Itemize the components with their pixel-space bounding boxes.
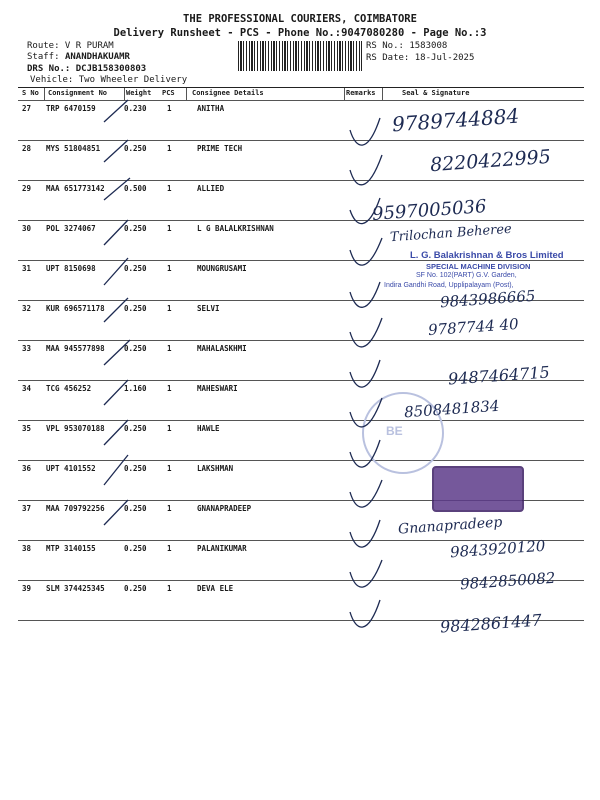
row-consignment: MAA 709792256 [46, 504, 105, 513]
row-weight: 0.500 [124, 184, 147, 193]
row-pcs: 1 [167, 584, 172, 593]
signature-29: 9597005036 [371, 196, 488, 225]
faded-round-stamp: BE [362, 392, 444, 474]
signature-34: 8508481834 [403, 396, 500, 422]
row-pcs: 1 [167, 384, 172, 393]
table-header-rule [18, 100, 584, 101]
company-stamp-line3: SF No. 102(PART) G.V. Garden, [416, 272, 517, 279]
row-consignment: MTP 3140155 [46, 544, 96, 553]
signature-27: 9789744884 [391, 103, 520, 137]
row-weight: 0.250 [124, 344, 147, 353]
row-rule [18, 460, 584, 461]
signature-39: 9842861447 [439, 610, 543, 637]
row-pcs: 1 [167, 104, 172, 113]
row-sno: 31 [22, 264, 32, 273]
signature-28: 8220422995 [429, 145, 552, 177]
row-weight: 0.250 [124, 144, 147, 153]
table-row [0, 424, 600, 462]
row-weight: 0.250 [124, 464, 147, 473]
table-top-rule [18, 87, 584, 88]
company-stamp-line1: L. G. Balakrishnan & Bros Limited [410, 250, 564, 261]
row-rule [18, 340, 584, 341]
row-consignment: SLM 374425345 [46, 584, 105, 593]
row-weight: 0.250 [124, 224, 147, 233]
row-consignee: MAHALASKHMI [197, 344, 247, 353]
row-consignee: DEVA ELE [197, 584, 234, 593]
row-sno: 36 [22, 464, 32, 473]
row-consignment: KUR 696571178 [46, 304, 105, 313]
row-consignment: TCG 456252 [46, 384, 92, 393]
row-consignment: UPT 8150698 [46, 264, 96, 273]
signature-37-name: Gnanapradeep [397, 514, 503, 538]
signature-37-phone: 9843920120 [449, 536, 546, 562]
row-consignee: HAWLE [197, 424, 220, 433]
row-consignee: GNANAPRADEEP [197, 504, 252, 513]
row-consignee: MAHESWARI [197, 384, 238, 393]
row-consignment: TRP 6470159 [46, 104, 96, 113]
row-consignment: UPT 4101552 [46, 464, 96, 473]
row-pcs: 1 [167, 264, 172, 273]
row-pcs: 1 [167, 184, 172, 193]
row-pcs: 1 [167, 504, 172, 513]
runsheet-subtitle: Delivery Runsheet - PCS - Phone No.:9047080280 - Page No.:3 [113, 27, 487, 39]
rs-date: RS Date: 18-Jul-2025 [366, 53, 475, 63]
row-pcs: 1 [167, 544, 172, 553]
signature-33: 9487464715 [447, 362, 551, 389]
signature-32: 9787744 40 [427, 314, 520, 340]
row-rule [18, 420, 584, 421]
col-consignment: Consignment No [48, 89, 108, 97]
signature-31: 9843986665 [439, 286, 536, 312]
row-pcs: 1 [167, 464, 172, 473]
row-consignee: LAKSHMAN [197, 464, 234, 473]
row-weight: 1.160 [124, 384, 147, 393]
row-weight: 0.250 [124, 504, 147, 513]
row-sno: 38 [22, 544, 32, 553]
row-consignee: ALLIED [197, 184, 225, 193]
row-rule [18, 140, 584, 141]
row-sno: 35 [22, 424, 32, 433]
row-pcs: 1 [167, 424, 172, 433]
row-pcs: 1 [167, 304, 172, 313]
drs-number: DRS No.: DCJB158300803 [27, 64, 147, 74]
vehicle: Vehicle: Two Wheeler Delivery [30, 75, 188, 85]
col-consignee: Consignee Details [192, 89, 264, 97]
company-stamp-line4: Indira Gandhi Road, Upplipalayam (Post), [384, 282, 514, 289]
row-consignment: VPL 953070188 [46, 424, 105, 433]
row-pcs: 1 [167, 224, 172, 233]
table-row [0, 184, 600, 222]
row-consignee: PRIME TECH [197, 144, 243, 153]
row-sno: 33 [22, 344, 32, 353]
row-weight: 0.250 [124, 304, 147, 313]
signature-38: 9842850082 [459, 568, 556, 594]
row-consignment: MAA 651773142 [46, 184, 105, 193]
col-weight: Weight [126, 89, 152, 97]
purple-seal [432, 466, 524, 512]
row-consignee: PALANIKUMAR [197, 544, 247, 553]
row-consignment: POL 3274067 [46, 224, 96, 233]
company-stamp-line2: SPECIAL MACHINE DIVISION [426, 262, 531, 271]
company-title: THE PROFESSIONAL COURIERS, COIMBATORE [183, 13, 417, 25]
col-seal-signature: Seal & Signature [402, 89, 470, 97]
col-pcs: PCS [162, 89, 175, 97]
row-rule [18, 220, 584, 221]
row-weight: 0.250 [124, 584, 147, 593]
rs-number: RS No.: 1583008 [366, 41, 448, 51]
row-rule [18, 180, 584, 181]
row-consignee: MOUNGRUSAMI [197, 264, 247, 273]
row-weight: 0.250 [124, 544, 147, 553]
col-sno: S No [22, 89, 39, 97]
table-row [0, 384, 600, 422]
col-remarks: Remarks [346, 89, 376, 97]
row-pcs: 1 [167, 144, 172, 153]
signature-30: Trilochan Beheree [389, 221, 513, 246]
row-sno: 39 [22, 584, 32, 593]
row-sno: 34 [22, 384, 32, 393]
row-consignee: ANITHA [197, 104, 225, 113]
row-consignee: SELVI [197, 304, 220, 313]
row-sno: 30 [22, 224, 32, 233]
row-sno: 28 [22, 144, 32, 153]
row-sno: 29 [22, 184, 32, 193]
route: Route: V R PURAM [27, 41, 114, 51]
staff: Staff: ANANDHAKUAMR [27, 52, 130, 62]
barcode [238, 41, 362, 71]
row-weight: 0.230 [124, 104, 147, 113]
row-sno: 27 [22, 104, 32, 113]
row-weight: 0.250 [124, 424, 147, 433]
row-consignee: L G BALALKRISHNAN [197, 224, 274, 233]
row-consignment: MYS 51804851 [46, 144, 101, 153]
row-consignment: MAA 945577898 [46, 344, 105, 353]
row-sno: 37 [22, 504, 32, 513]
row-weight: 0.250 [124, 264, 147, 273]
row-pcs: 1 [167, 344, 172, 353]
row-sno: 32 [22, 304, 32, 313]
